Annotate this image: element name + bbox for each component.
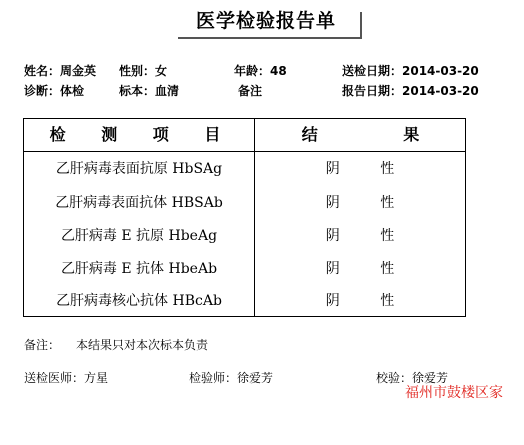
- test-result: 阴 性: [325, 293, 413, 309]
- header-result: 结 果: [301, 125, 460, 144]
- title-shadow-right: [360, 12, 362, 38]
- note-text: 本结果只对本次标本负责: [76, 338, 209, 352]
- test-result: 阴 性: [325, 228, 413, 244]
- test-item-name: 乙肝病毒表面抗原 HbSAg: [55, 161, 223, 177]
- note-label: 备注：: [24, 338, 61, 352]
- report-title-box: [174, 8, 364, 38]
- patient-name: 姓名：周金英: [24, 64, 97, 78]
- patient-age: 年龄：48: [234, 64, 287, 78]
- test-item-name: 乙肝病毒 E 抗原 HbeAg: [60, 228, 218, 244]
- table-row: [24, 219, 465, 253]
- test-item-name: 乙肝病毒 E 抗体 HbeAb: [60, 261, 218, 277]
- table-row: [24, 152, 465, 186]
- table-row: [24, 284, 465, 318]
- diagnosis: 诊断：体检: [24, 84, 85, 98]
- source-watermark: 福州市鼓楼区家: [405, 385, 503, 401]
- results-table: [23, 118, 466, 317]
- inspector: 检验师：徐爱芳: [189, 371, 274, 385]
- header-test-item: 检 测 项 目: [49, 125, 229, 144]
- test-result: 阴 性: [325, 161, 413, 177]
- remark-label: 备注: [238, 84, 263, 98]
- test-result: 阴 性: [325, 195, 413, 211]
- report-title: 医学检验报告单: [195, 10, 336, 32]
- test-item-name: 乙肝病毒表面抗体 HBSAb: [55, 195, 223, 211]
- checker: 校验：徐爱芳: [376, 371, 449, 385]
- test-item-name: 乙肝病毒核心抗体 HBcAb: [56, 293, 222, 309]
- table-row: [24, 252, 465, 286]
- send-date: 送检日期：2014-03-20: [342, 64, 479, 78]
- report-date: 报告日期：2014-03-20: [342, 84, 479, 98]
- title-shadow-bottom: [178, 37, 362, 39]
- specimen: 标本：血清: [119, 84, 180, 98]
- patient-sex: 性别：女: [119, 64, 168, 78]
- table-row: [24, 186, 465, 220]
- sending-doctor: 送检医师：方星: [24, 371, 109, 385]
- test-result: 阴 性: [325, 261, 413, 277]
